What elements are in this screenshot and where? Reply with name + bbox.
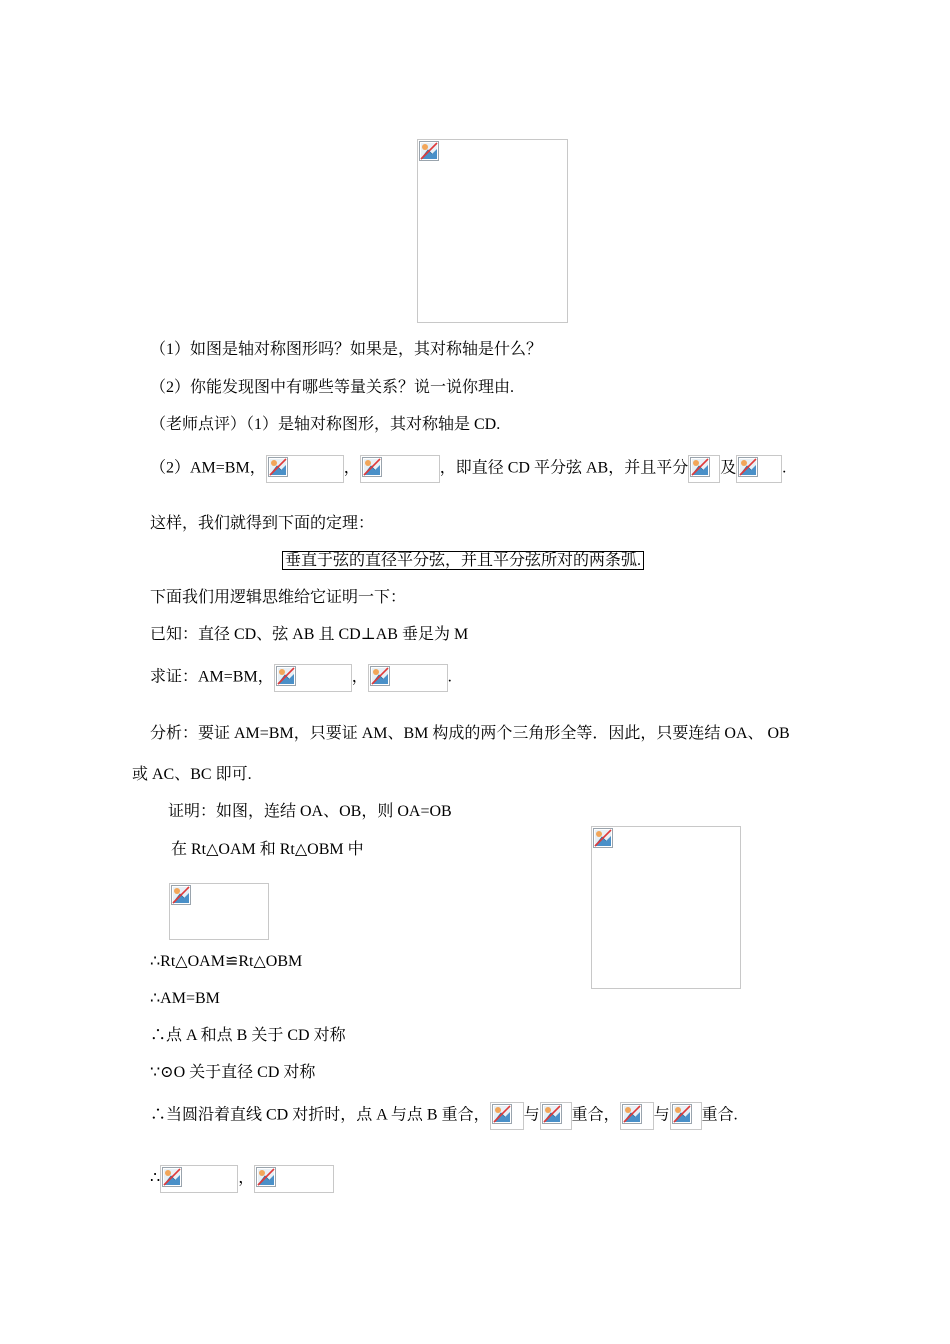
question-2: （2）你能发现图中有哪些等量关系？说一说你理由. <box>150 379 515 396</box>
answer-2 <box>150 455 786 483</box>
answer-2-text-c: ，即直径 CD 平分弦 AB，并且平分 <box>439 459 689 477</box>
arc-image <box>490 1102 524 1130</box>
formula-image <box>266 455 344 483</box>
broken-image-icon <box>276 666 296 686</box>
proof-step-5 <box>150 1102 738 1130</box>
arc-equality-image <box>274 664 352 692</box>
arc-image <box>670 1102 702 1130</box>
step5-text-c: 重合， <box>571 1106 620 1124</box>
analysis-line-2: 或 AC、BC 即可. <box>132 766 252 783</box>
broken-image-icon <box>672 1104 692 1124</box>
proof-step-3: ∴点 A 和点 B 关于 CD 对称 <box>150 1027 346 1044</box>
analysis-line-1: 分析：要证 AM=BM，只要证 AM、BM 构成的两个三角形全等．因此，只要连结 OA、 OB <box>150 725 790 742</box>
broken-image-icon <box>256 1167 276 1187</box>
step6-text-a: ∴ <box>150 1169 161 1187</box>
answer-2-text-d: 及 <box>720 459 737 477</box>
question-1: （1）如图是轴对称图形吗？如果是，其对称轴是什么？ <box>150 341 543 358</box>
arc-image <box>688 455 720 483</box>
theorem <box>282 551 644 571</box>
prove-statement <box>150 664 452 692</box>
step5-text-b: 与 <box>523 1106 540 1124</box>
step5-text-d: 与 <box>653 1106 670 1124</box>
arc-equality-image <box>368 664 448 692</box>
given: 已知：直径 CD、弦 AB 且 CD⊥AB 垂足为 M <box>150 626 469 643</box>
arc-equality-image <box>254 1165 334 1193</box>
broken-image-icon <box>593 828 613 848</box>
broken-image-icon <box>162 1167 182 1187</box>
formula-image <box>360 455 440 483</box>
circle-figure-image <box>417 139 568 323</box>
proof-figure-image <box>591 826 741 989</box>
proof-step-4: ∵⊙O 关于直径 CD 对称 <box>150 1064 316 1081</box>
broken-image-icon <box>492 1104 512 1124</box>
intro-text: 这样，我们就得到下面的定理： <box>150 515 375 532</box>
arc-image <box>540 1102 572 1130</box>
answer-2-text-e: . <box>782 459 787 477</box>
broken-image-icon <box>690 457 710 477</box>
equation-system-image <box>169 883 269 940</box>
arc-equality-image <box>160 1165 238 1193</box>
broken-image-icon <box>268 457 288 477</box>
arc-image <box>736 455 782 483</box>
step5-text-e: 重合. <box>701 1106 738 1124</box>
prove-text-b: ， <box>351 668 368 686</box>
prove-text-c: . <box>447 668 452 686</box>
arc-image <box>620 1102 654 1130</box>
broken-image-icon <box>542 1104 562 1124</box>
theorem-box: 垂直于弦的直径平分弦，并且平分弦所对的两条弧. <box>282 551 644 570</box>
step6-text-b: ， <box>238 1169 255 1187</box>
proof-intro: 下面我们用逻辑思维给它证明一下： <box>150 589 407 606</box>
proof-step-1: ∴Rt△OAM≌Rt△OBM <box>150 953 303 970</box>
teacher-comment: （老师点评）（1）是轴对称图形，其对称轴是 CD. <box>150 416 501 433</box>
proof-line-1: 证明：如图，连结 OA、OB，则 OA=OB <box>168 803 452 820</box>
answer-2-text-b: ， <box>343 459 360 477</box>
proof-step-6 <box>150 1165 334 1193</box>
broken-image-icon <box>362 457 382 477</box>
broken-image-icon <box>419 141 439 161</box>
proof-line-2: 在 Rt△OAM 和 Rt△OBM 中 <box>171 841 364 858</box>
broken-image-icon <box>622 1104 642 1124</box>
prove-text-a: 求证：AM=BM， <box>150 668 274 686</box>
broken-image-icon <box>370 666 390 686</box>
answer-2-text-a: （2）AM=BM， <box>150 459 266 477</box>
proof-step-2: ∴AM=BM <box>150 990 220 1007</box>
broken-image-icon <box>738 457 758 477</box>
broken-image-icon <box>171 885 191 905</box>
step5-text-a: ∴当圆沿着直线 CD 对折时，点 A 与点 B 重合， <box>150 1106 490 1124</box>
